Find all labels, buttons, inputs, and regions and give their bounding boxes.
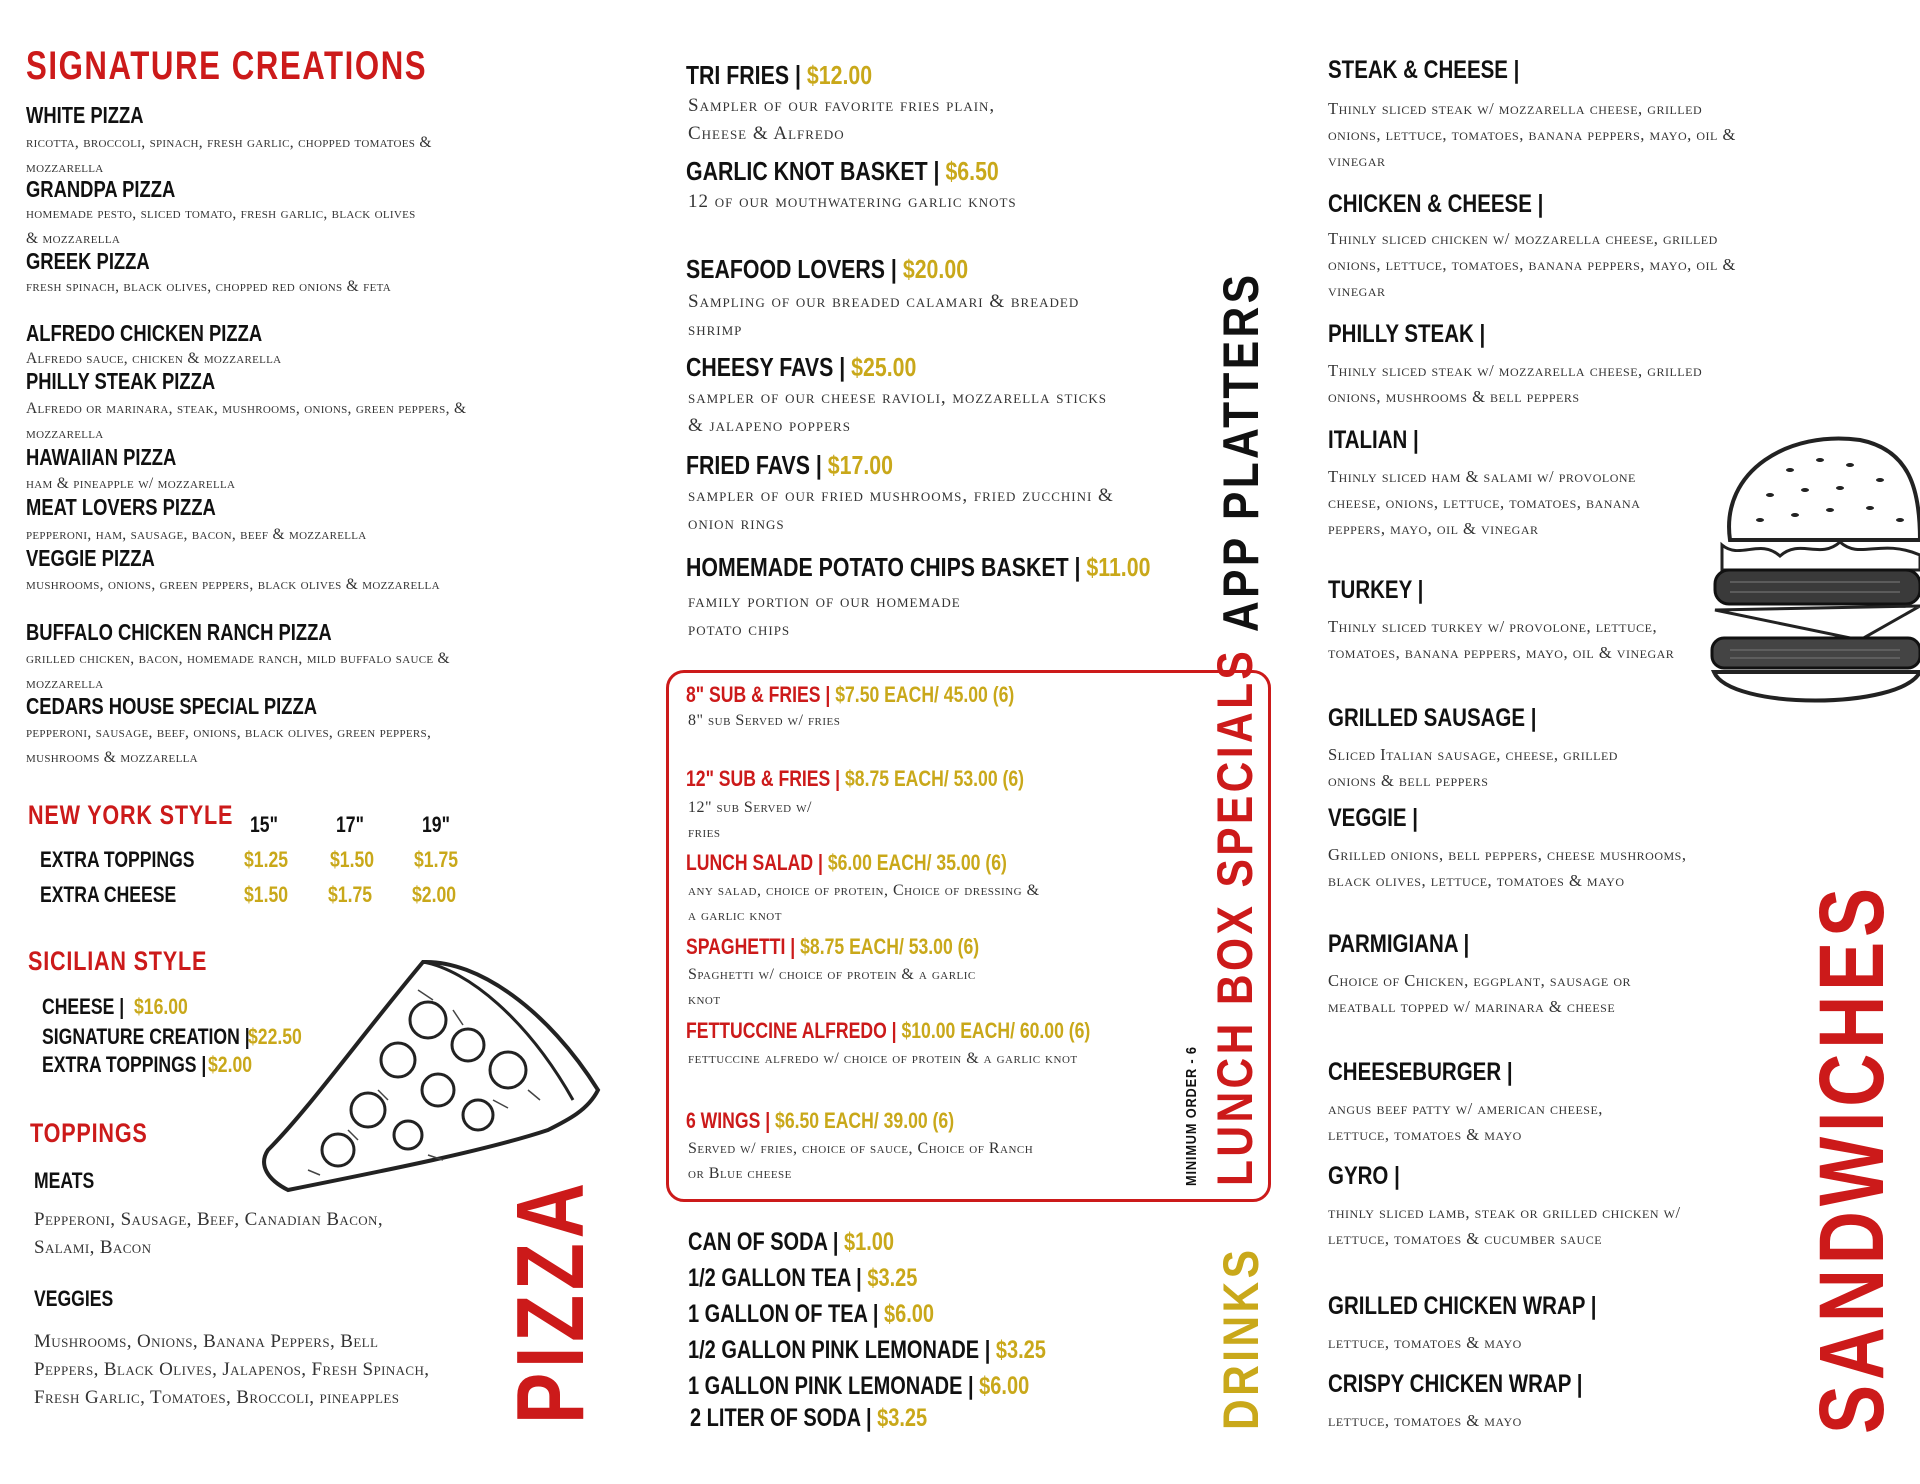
menu-item-desc: homemade pesto, sliced tomato, fresh garlic, black olives & mozzarella (26, 205, 416, 247)
menu-item-desc: sampler of our cheese ravioli, mozzarella sticks & jalapeno poppers (688, 387, 1108, 436)
menu-item-desc: lettuce, tomatoes & mayo (1328, 1333, 1522, 1352)
menu-item-desc: fettuccine alfredo w/ choice of protein & a garlic knot (688, 1050, 1078, 1067)
menu-item-name: GYRO | (1328, 1162, 1400, 1190)
menu-item-desc: ham & pineapple w/ mozzarella (26, 475, 236, 492)
menu-item-desc: angus beef patty w/ american cheese, lettuce, tomatoes & mayo (1328, 1099, 1603, 1144)
veggies-title: VEGGIES (34, 1286, 114, 1311)
price: $2.00 (412, 882, 457, 907)
sicilian-row-label: SIGNATURE CREATION | (42, 1024, 250, 1049)
pizza-slice-illustration (228, 950, 608, 1200)
menu-item-name: HAWAIIAN PIZZA (26, 444, 177, 470)
menu-item-name: WHITE PIZZA (26, 102, 144, 128)
price: $1.25 (244, 847, 289, 872)
menu-item-name: PHILLY STEAK PIZZA (26, 368, 216, 394)
menu-item-desc: Alfredo or marinara, steak, mushrooms, onions, green peppers, & mozzarella (26, 400, 467, 442)
drink-item: 1/2 GALLON PINK LEMONADE | $3.25 (688, 1336, 1046, 1364)
menu-item-name: STEAK & CHEESE | (1328, 56, 1520, 84)
menu-item-desc: Choice of Chicken, eggplant, sausage or meatball topped w/ marinara & cheese (1328, 971, 1632, 1016)
menu-item-name: FRIED FAVS | $17.00 (686, 450, 894, 480)
menu-item-name: CEDARS HOUSE SPECIAL PIZZA (26, 693, 318, 719)
price: $1.75 (328, 882, 373, 907)
menu-item-name: ITALIAN | (1328, 426, 1419, 454)
menu-item-desc: 8" sub Served w/ fries (688, 712, 841, 729)
menu-item-desc: Thinly sliced steak w/ mozzarella cheese, grilled onions, lettuce, tomatoes, banana peppers, mayo, oil & vinegar (1328, 99, 1736, 170)
menu-item-name: VEGGIE PIZZA (26, 545, 155, 571)
drink-item: 1/2 GALLON TEA | $3.25 (688, 1264, 918, 1292)
menu-item-desc: 12 of our mouthwatering garlic knots (688, 191, 1017, 212)
menu-item-desc: lettuce, tomatoes & mayo (1328, 1411, 1522, 1430)
menu-item-desc: Alfredo sauce, chicken & mozzarella (26, 350, 282, 367)
sicilian-row-label: EXTRA TOPPINGS | (42, 1052, 207, 1077)
app-platters-label: APP PLATTERS (1213, 271, 1269, 632)
menu-item-name: GREEK PIZZA (26, 248, 150, 274)
menu-item-name: CHEESY FAVS | $25.00 (686, 352, 917, 382)
menu-item-desc: Thinly sliced chicken w/ mozzarella cheese, grilled onions, lettuce, tomatoes, banana peppers, mayo, oil & vinegar (1328, 229, 1736, 300)
drink-item: 1 GALLON OF TEA | $6.00 (688, 1300, 935, 1328)
menu-item-name: HOMEMADE POTATO CHIPS BASKET | $11.00 (686, 552, 1151, 582)
sicilian-row-label: CHEESE | (42, 994, 125, 1019)
meats-list: Pepperoni, Sausage, Beef, Canadian Bacon, Salami, Bacon (34, 1209, 383, 1258)
menu-item-desc: sampler of our fried mushrooms, fried zucchini & onion rings (688, 485, 1114, 534)
menu-item-desc: 12" sub Served w/ fries (688, 799, 812, 841)
size-header: 17" (336, 812, 364, 837)
size-header: 15" (250, 812, 278, 837)
size-header: 19" (422, 812, 450, 837)
menu-item-name: GRILLED CHICKEN WRAP | (1328, 1292, 1597, 1320)
menu-item-name: BUFFALO CHICKEN RANCH PIZZA (26, 619, 332, 645)
burger-illustration (1700, 410, 1920, 720)
menu-item-desc: any salad, choice of protein, Choice of dressing & a garlic knot (688, 882, 1040, 924)
meats-title: MEATS (34, 1168, 95, 1193)
menu-item-name: 8" SUB & FRIES | $7.50 EACH/ 45.00 (6) (686, 682, 1015, 707)
menu-item-desc: Sampler of our favorite fries plain, Cheese & Alfredo (688, 95, 996, 144)
menu-item-name: GRANDPA PIZZA (26, 176, 176, 202)
drinks-label: DRINKS (1213, 1246, 1269, 1430)
ny-style-title: NEW YORK STYLE (28, 800, 234, 830)
price: $1.50 (330, 847, 375, 872)
menu-item-name: CRISPY CHICKEN WRAP | (1328, 1370, 1583, 1398)
menu-item-desc: fresh spinach, black olives, chopped red onions & feta (26, 278, 391, 295)
menu-item-desc: Thinly sliced turkey w/ provolone, lettuce, tomatoes, banana peppers, mayo, oil & vinegar (1328, 617, 1675, 662)
ny-row-label: EXTRA TOPPINGS (40, 847, 195, 872)
signature-title: SIGNATURE CREATIONS (26, 44, 428, 88)
menu-item-name: GRILLED SAUSAGE | (1328, 704, 1537, 732)
menu-item-desc: family portion of our homemade potato chips (688, 591, 961, 640)
ny-row-label: EXTRA CHEESE (40, 882, 177, 907)
veggies-list: Mushrooms, Onions, Banana Peppers, Bell Peppers, Black Olives, Jalapenos, Fresh Spinach, Fresh Garlic, Tomatoes, Broccoli, pineapples (34, 1331, 430, 1408)
menu-item-desc: pepperoni, ham, sausage, bacon, beef & mozzarella (26, 526, 367, 543)
menu-item-name: PARMIGIANA | (1328, 930, 1470, 958)
menu-item-name: VEGGIE | (1328, 804, 1419, 832)
menu-item-desc: Sliced Italian sausage, cheese, grilled onions & bell peppers (1328, 745, 1618, 790)
toppings-title: TOPPINGS (30, 1118, 148, 1148)
price: $1.50 (244, 882, 289, 907)
price: $1.75 (414, 847, 459, 872)
menu-item-name: GARLIC KNOT BASKET | $6.50 (686, 156, 999, 186)
sicilian-title: SICILIAN STYLE (28, 946, 208, 976)
menu-item-desc: thinly sliced lamb, steak or grilled chicken w/ lettuce, tomatoes & cucumber sauce (1328, 1203, 1681, 1248)
menu-item-desc: grilled chicken, bacon, homemade ranch, mild buffalo sauce & mozzarella (26, 650, 450, 692)
menu-item-desc: ricotta, broccoli, spinach, fresh garlic, chopped tomatoes & mozzarella (26, 134, 432, 176)
menu-item-desc: pepperoni, sausage, beef, onions, black olives, green peppers, mushrooms & mozzarella (26, 724, 432, 766)
menu-item-desc: Spaghetti w/ choice of protein & a garlic knot (688, 966, 976, 1008)
sandwiches-section-label: SANDWICHES (1801, 883, 1903, 1434)
drink-item: 2 LITER OF SODA | $3.25 (690, 1404, 928, 1432)
menu-item-name: CHEESEBURGER | (1328, 1058, 1513, 1086)
menu-item-name: SEAFOOD LOVERS | $20.00 (686, 254, 969, 284)
menu-item-name: TURKEY | (1328, 576, 1424, 604)
lunch-box-label: LUNCH BOX SPECIALS (1207, 647, 1263, 1186)
menu-item-name: TRI FRIES | $12.00 (686, 60, 873, 90)
minimum-order-note: MINIMUM ORDER - 6 (1183, 1046, 1200, 1186)
price: $16.00 (134, 994, 188, 1019)
menu-item-name: LUNCH SALAD | $6.00 EACH/ 35.00 (6) (686, 850, 1007, 875)
menu-item-name: FETTUCCINE ALFREDO | $10.00 EACH/ 60.00 (6) (686, 1018, 1091, 1043)
pizza-section-label: PIZZA (497, 1178, 604, 1424)
menu-item-desc: Sampling of our breaded calamari & breaded shrimp (688, 291, 1080, 340)
price: $2.00 (208, 1052, 253, 1077)
menu-item-name: ALFREDO CHICKEN PIZZA (26, 320, 263, 346)
menu-item-desc: Thinly sliced steak w/ mozzarella cheese, grilled onions, mushrooms & bell peppers (1328, 361, 1703, 406)
price: $22.50 (248, 1024, 302, 1049)
menu-item-desc: Thinly sliced ham & salami w/ provolone cheese, onions, lettuce, tomatoes, banana peppers, mayo, oil & vinegar (1328, 467, 1641, 538)
menu-item-desc: Served w/ fries, choice of sauce, Choice of Ranch or Blue cheese (688, 1140, 1034, 1182)
menu-item-name: SPAGHETTI | $8.75 EACH/ 53.00 (6) (686, 934, 980, 959)
menu-item-desc: mushrooms, onions, green peppers, black olives & mozzarella (26, 576, 440, 593)
drink-item: CAN OF SODA | $1.00 (688, 1228, 895, 1256)
menu-item-name: 12" SUB & FRIES | $8.75 EACH/ 53.00 (6) (686, 766, 1025, 791)
menu-item-name: 6 WINGS | $6.50 EACH/ 39.00 (6) (686, 1108, 955, 1133)
menu-item-name: PHILLY STEAK | (1328, 320, 1486, 348)
drink-item: 1 GALLON PINK LEMONADE | $6.00 (688, 1372, 1030, 1400)
menu-item-name: CHICKEN & CHEESE | (1328, 190, 1544, 218)
menu-item-desc: Grilled onions, bell peppers, cheese mushrooms, black olives, lettuce, tomatoes & mayo (1328, 845, 1687, 890)
menu-item-name: MEAT LOVERS PIZZA (26, 494, 216, 520)
